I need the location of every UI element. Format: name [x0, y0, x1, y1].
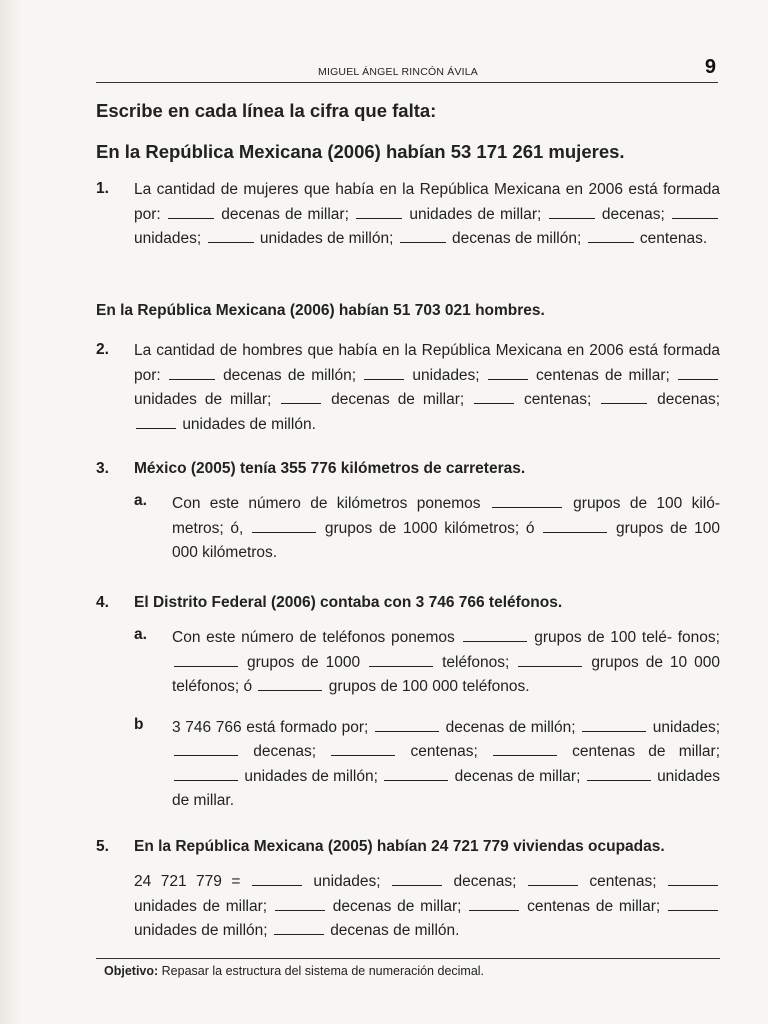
- question-2: [96, 339, 720, 437]
- answer-blank[interactable]: [169, 366, 215, 380]
- question-3a-text: Con este número de kilómetros ponemos grupos de 100 kiló- metros; ó, grupos de 1000 kilómetros; ó grupos de 100 000 kilómetros.: [172, 495, 721, 561]
- answer-blank[interactable]: [275, 897, 325, 911]
- question-2-number: 2.: [96, 341, 109, 358]
- question-1-text: La cantidad de mujeres que había en la República Mexicana en 2006 está formada por: decenas de millar; unidades de millar; decenas; unidades; unidades de millón; decenas de millón; centenas.: [134, 181, 720, 247]
- answer-blank[interactable]: [331, 742, 395, 756]
- answer-blank[interactable]: [400, 229, 446, 243]
- answer-blank[interactable]: [668, 897, 718, 911]
- answer-blank[interactable]: [174, 742, 238, 756]
- answer-blank[interactable]: [463, 628, 527, 642]
- answer-blank[interactable]: [174, 767, 238, 781]
- answer-blank[interactable]: [474, 390, 514, 404]
- answer-blank[interactable]: [174, 653, 238, 667]
- question-3-number: 3.: [96, 460, 109, 477]
- page-header: [96, 58, 718, 83]
- answer-blank[interactable]: [356, 205, 402, 219]
- footer-objective: [104, 964, 484, 978]
- answer-blank[interactable]: [208, 229, 254, 243]
- answer-blank[interactable]: [136, 415, 176, 429]
- answer-blank[interactable]: [582, 718, 646, 732]
- answer-blank[interactable]: [384, 767, 448, 781]
- answer-blank[interactable]: [587, 767, 651, 781]
- question-4b: [134, 716, 720, 814]
- answer-blank[interactable]: [252, 519, 316, 533]
- question-3a: [134, 492, 720, 566]
- answer-blank[interactable]: [528, 872, 578, 886]
- question-4a-text: Con este número de teléfonos ponemos grupos de 100 telé- fonos; grupos de 1000 teléfonos; grupos de 10 000 teléfonos; ó grupos de 100 000 teléfonos.: [172, 629, 721, 695]
- answer-blank[interactable]: [549, 205, 595, 219]
- answer-blank[interactable]: [518, 653, 582, 667]
- question-3a-letter: a.: [134, 492, 147, 509]
- question-4b-letter: b: [134, 715, 144, 733]
- answer-blank[interactable]: [668, 872, 718, 886]
- question-5-text: 24 721 779 = unidades; decenas; centenas; unidades de millar; decenas de millar; centenas de millar; unidades de millón; decenas de millón.: [134, 870, 720, 944]
- answer-blank[interactable]: [168, 205, 214, 219]
- footer-divider: [96, 958, 720, 959]
- page-left-edge: [0, 0, 22, 1024]
- answer-blank[interactable]: [601, 390, 647, 404]
- page-number: 9: [704, 56, 716, 78]
- footer-label: Objetivo:: [104, 964, 159, 978]
- answer-blank[interactable]: [258, 677, 322, 691]
- instruction-heading: Escribe en cada línea la cifra que falta:: [96, 100, 437, 121]
- question-4: [96, 594, 720, 814]
- question-3-title: México (2005) tenía 355 776 kilómetros de carreteras.: [134, 460, 526, 477]
- answer-blank[interactable]: [274, 921, 324, 935]
- answer-blank[interactable]: [493, 742, 557, 756]
- answer-blank[interactable]: [281, 390, 321, 404]
- question-1-number: 1.: [96, 180, 109, 197]
- question-4a: [134, 626, 720, 700]
- section2-title: En la República Mexicana (2006) habían 51 703 021 hombres.: [96, 302, 545, 319]
- answer-blank[interactable]: [369, 653, 433, 667]
- answer-blank[interactable]: [543, 519, 607, 533]
- answer-blank[interactable]: [392, 872, 442, 886]
- answer-blank[interactable]: [588, 229, 634, 243]
- answer-blank[interactable]: [672, 205, 718, 219]
- question-2-text: La cantidad de hombres que había en la República Mexicana en 2006 está formada por: decenas de millón; unidades; centenas de millar; unidades de millar; decenas de millar; centenas; decenas; unidades de millón.: [134, 342, 721, 433]
- answer-blank[interactable]: [678, 366, 718, 380]
- question-3: [96, 460, 720, 566]
- answer-blank[interactable]: [364, 366, 404, 380]
- footer-text: Repasar la estructura del sistema de numeración decimal.: [161, 964, 485, 978]
- question-5-title: En la República Mexicana (2005) habían 24 721 779 viviendas ocupadas.: [134, 838, 665, 855]
- answer-blank[interactable]: [488, 366, 528, 380]
- question-4-title: El Distrito Federal (2006) contaba con 3 746 766 teléfonos.: [134, 594, 563, 611]
- author-name: MIGUEL ÁNGEL RINCÓN ÁVILA: [318, 66, 479, 78]
- question-4-number: 4.: [96, 594, 109, 611]
- question-4b-text: 3 746 766 está formado por; decenas de millón; unidades; decenas; centenas; centenas de millar; unidades de millón; decenas de millar; unidades de millar.: [172, 718, 721, 809]
- question-5: [96, 838, 720, 944]
- answer-blank[interactable]: [375, 718, 439, 732]
- section1-title: En la República Mexicana (2006) habían 53 171 261 mujeres.: [96, 141, 625, 162]
- answer-blank[interactable]: [469, 897, 519, 911]
- question-5-number: 5.: [96, 838, 109, 855]
- question-1: [96, 178, 720, 252]
- question-4a-letter: a.: [134, 626, 147, 643]
- answer-blank[interactable]: [492, 494, 562, 508]
- answer-blank[interactable]: [252, 872, 302, 886]
